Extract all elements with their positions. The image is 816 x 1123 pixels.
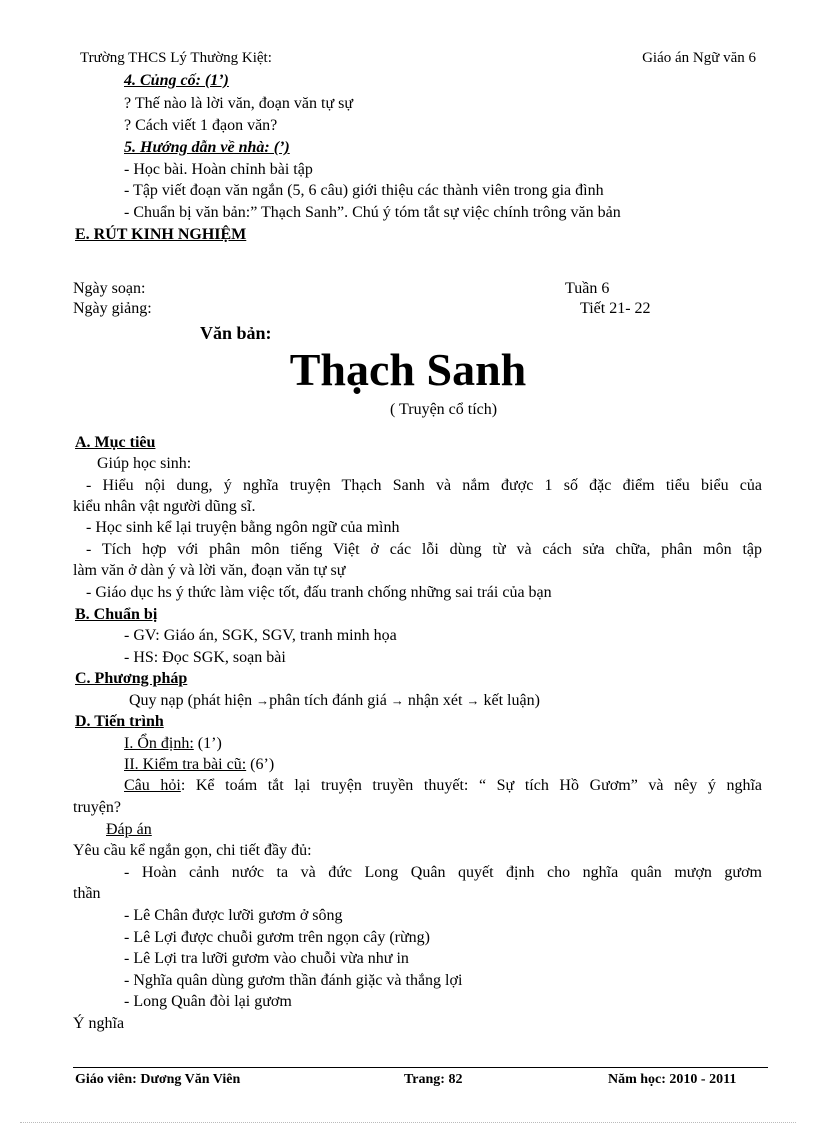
answer-item: - Lê Lợi được chuỗi gươm trên ngọn cây (rừng) xyxy=(124,929,430,946)
section-b-gv: - GV: Giáo án, SGK, SGV, tranh minh họa xyxy=(124,627,397,644)
period: Tiết 21- 22 xyxy=(580,300,651,317)
section-c-heading: C. Phương pháp xyxy=(75,670,188,687)
answer-item: - Lê Chân được lưỡi gươm ở sông xyxy=(124,907,343,924)
answer-item: - Long Quân đòi lại gươm xyxy=(124,993,292,1010)
review-question-1: ? Thế nào là lời văn, đoạn văn tự sự xyxy=(124,95,354,112)
answer-label: Đáp án xyxy=(106,821,152,838)
footer-rule xyxy=(73,1067,768,1068)
answer-item-1: - Hoàn cảnh nước ta và đức Long Quân quyết định cho nghĩa quân mượn gươm xyxy=(124,864,762,881)
section-a-bullet-3-cont: làm văn ở dàn ý và lời văn, đoạn văn tự sự xyxy=(73,562,346,579)
section-a-bullet-4: - Giáo dục hs ý thức làm việc tốt, đấu tranh chống những sai trái của bạn xyxy=(86,584,552,601)
section-d-heading: D. Tiến trình xyxy=(75,713,164,730)
section-c-method: Quy nạp (phát hiện →phân tích đánh giá → nhận xét → kết luận) xyxy=(129,692,540,709)
old-lesson-check: II. Kiểm tra bài cũ: (6’) xyxy=(124,756,275,773)
stabilize: I. Ổn định: (1’) xyxy=(124,735,222,752)
review-heading: 4. Củng cố: (1’) xyxy=(124,72,229,89)
subtitle: ( Truyện cổ tích) xyxy=(390,401,498,418)
question: Câu hỏi: Kể toám tắt lại truyện truyền thuyết: “ Sự tích Hồ Gươm” và nêy ý nghĩa xyxy=(124,777,763,794)
section-a-bullet-2: - Học sinh kể lại truyện bằng ngôn ngữ của mình xyxy=(86,519,400,536)
section-a-intro: Giúp học sinh: xyxy=(97,455,192,472)
homework-item: - Tập viết đoạn văn ngắn (5, 6 câu) giới thiệu các thành viên trong gia đình xyxy=(124,182,604,199)
footer-page: Trang: 82 xyxy=(404,1072,463,1087)
review-question-2: ? Cách viết 1 đạon văn? xyxy=(124,117,278,134)
teach-date: Ngày giảng: xyxy=(73,300,152,317)
homework-item: - Học bài. Hoàn chỉnh bài tập xyxy=(124,161,313,178)
arrow-icon: → xyxy=(390,693,404,708)
homework-heading: 5. Hướng dẫn về nhà: (’) xyxy=(124,139,290,156)
prep-date: Ngày soạn: xyxy=(73,280,146,297)
header-doc-type: Giáo án Ngữ văn 6 xyxy=(642,50,756,66)
footer-teacher: Giáo viên: Dương Văn Viên xyxy=(75,1072,241,1087)
arrow-icon: → xyxy=(466,693,480,708)
header-school: Trường THCS Lý Thường Kiệt: xyxy=(80,50,272,66)
week: Tuần 6 xyxy=(565,280,610,297)
section-a-bullet-1-cont: kiểu nhân vật người dũng sĩ. xyxy=(73,498,256,515)
answer-item: - Lê Lợi tra lưỡi gươm vào chuỗi vừa như in xyxy=(124,950,409,967)
section-a-bullet-3: - Tích hợp với phân môn tiếng Việt ở các lỗi dùng từ và cách sửa chữa, phân môn tập xyxy=(86,541,762,558)
section-b-hs: - HS: Đọc SGK, soạn bài xyxy=(124,649,286,666)
section-a-heading: A. Mục tiêu xyxy=(75,434,156,451)
footer-year: Năm học: 2010 - 2011 xyxy=(608,1072,737,1087)
section-a-bullet-1: - Hiểu nội dung, ý nghĩa truyện Thạch Sanh và nắm được 1 số đặc điểm tiểu biểu của xyxy=(86,477,762,494)
question-cont: truyện? xyxy=(73,799,121,816)
answer-item: - Nghĩa quân dùng gươm thần đánh giặc và thắng lợi xyxy=(124,972,463,989)
experience-heading: E. RÚT KINH NGHIỆM xyxy=(75,226,247,243)
page-title: Thạch Sanh xyxy=(289,344,527,395)
section-b-heading: B. Chuẩn bị xyxy=(75,606,158,623)
text-label: Văn bản: xyxy=(200,323,272,343)
homework-item: - Chuẩn bị văn bản:” Thạch Sanh”. Chú ý tóm tắt sự việc chính trông văn bản xyxy=(124,204,621,221)
arrow-icon: → xyxy=(256,693,270,708)
requirement: Yêu cầu kể ngắn gọn, chi tiết đầy đủ: xyxy=(73,842,312,859)
meaning-label: Ý nghĩa xyxy=(73,1015,125,1032)
answer-item-1-cont: thần xyxy=(73,885,101,902)
